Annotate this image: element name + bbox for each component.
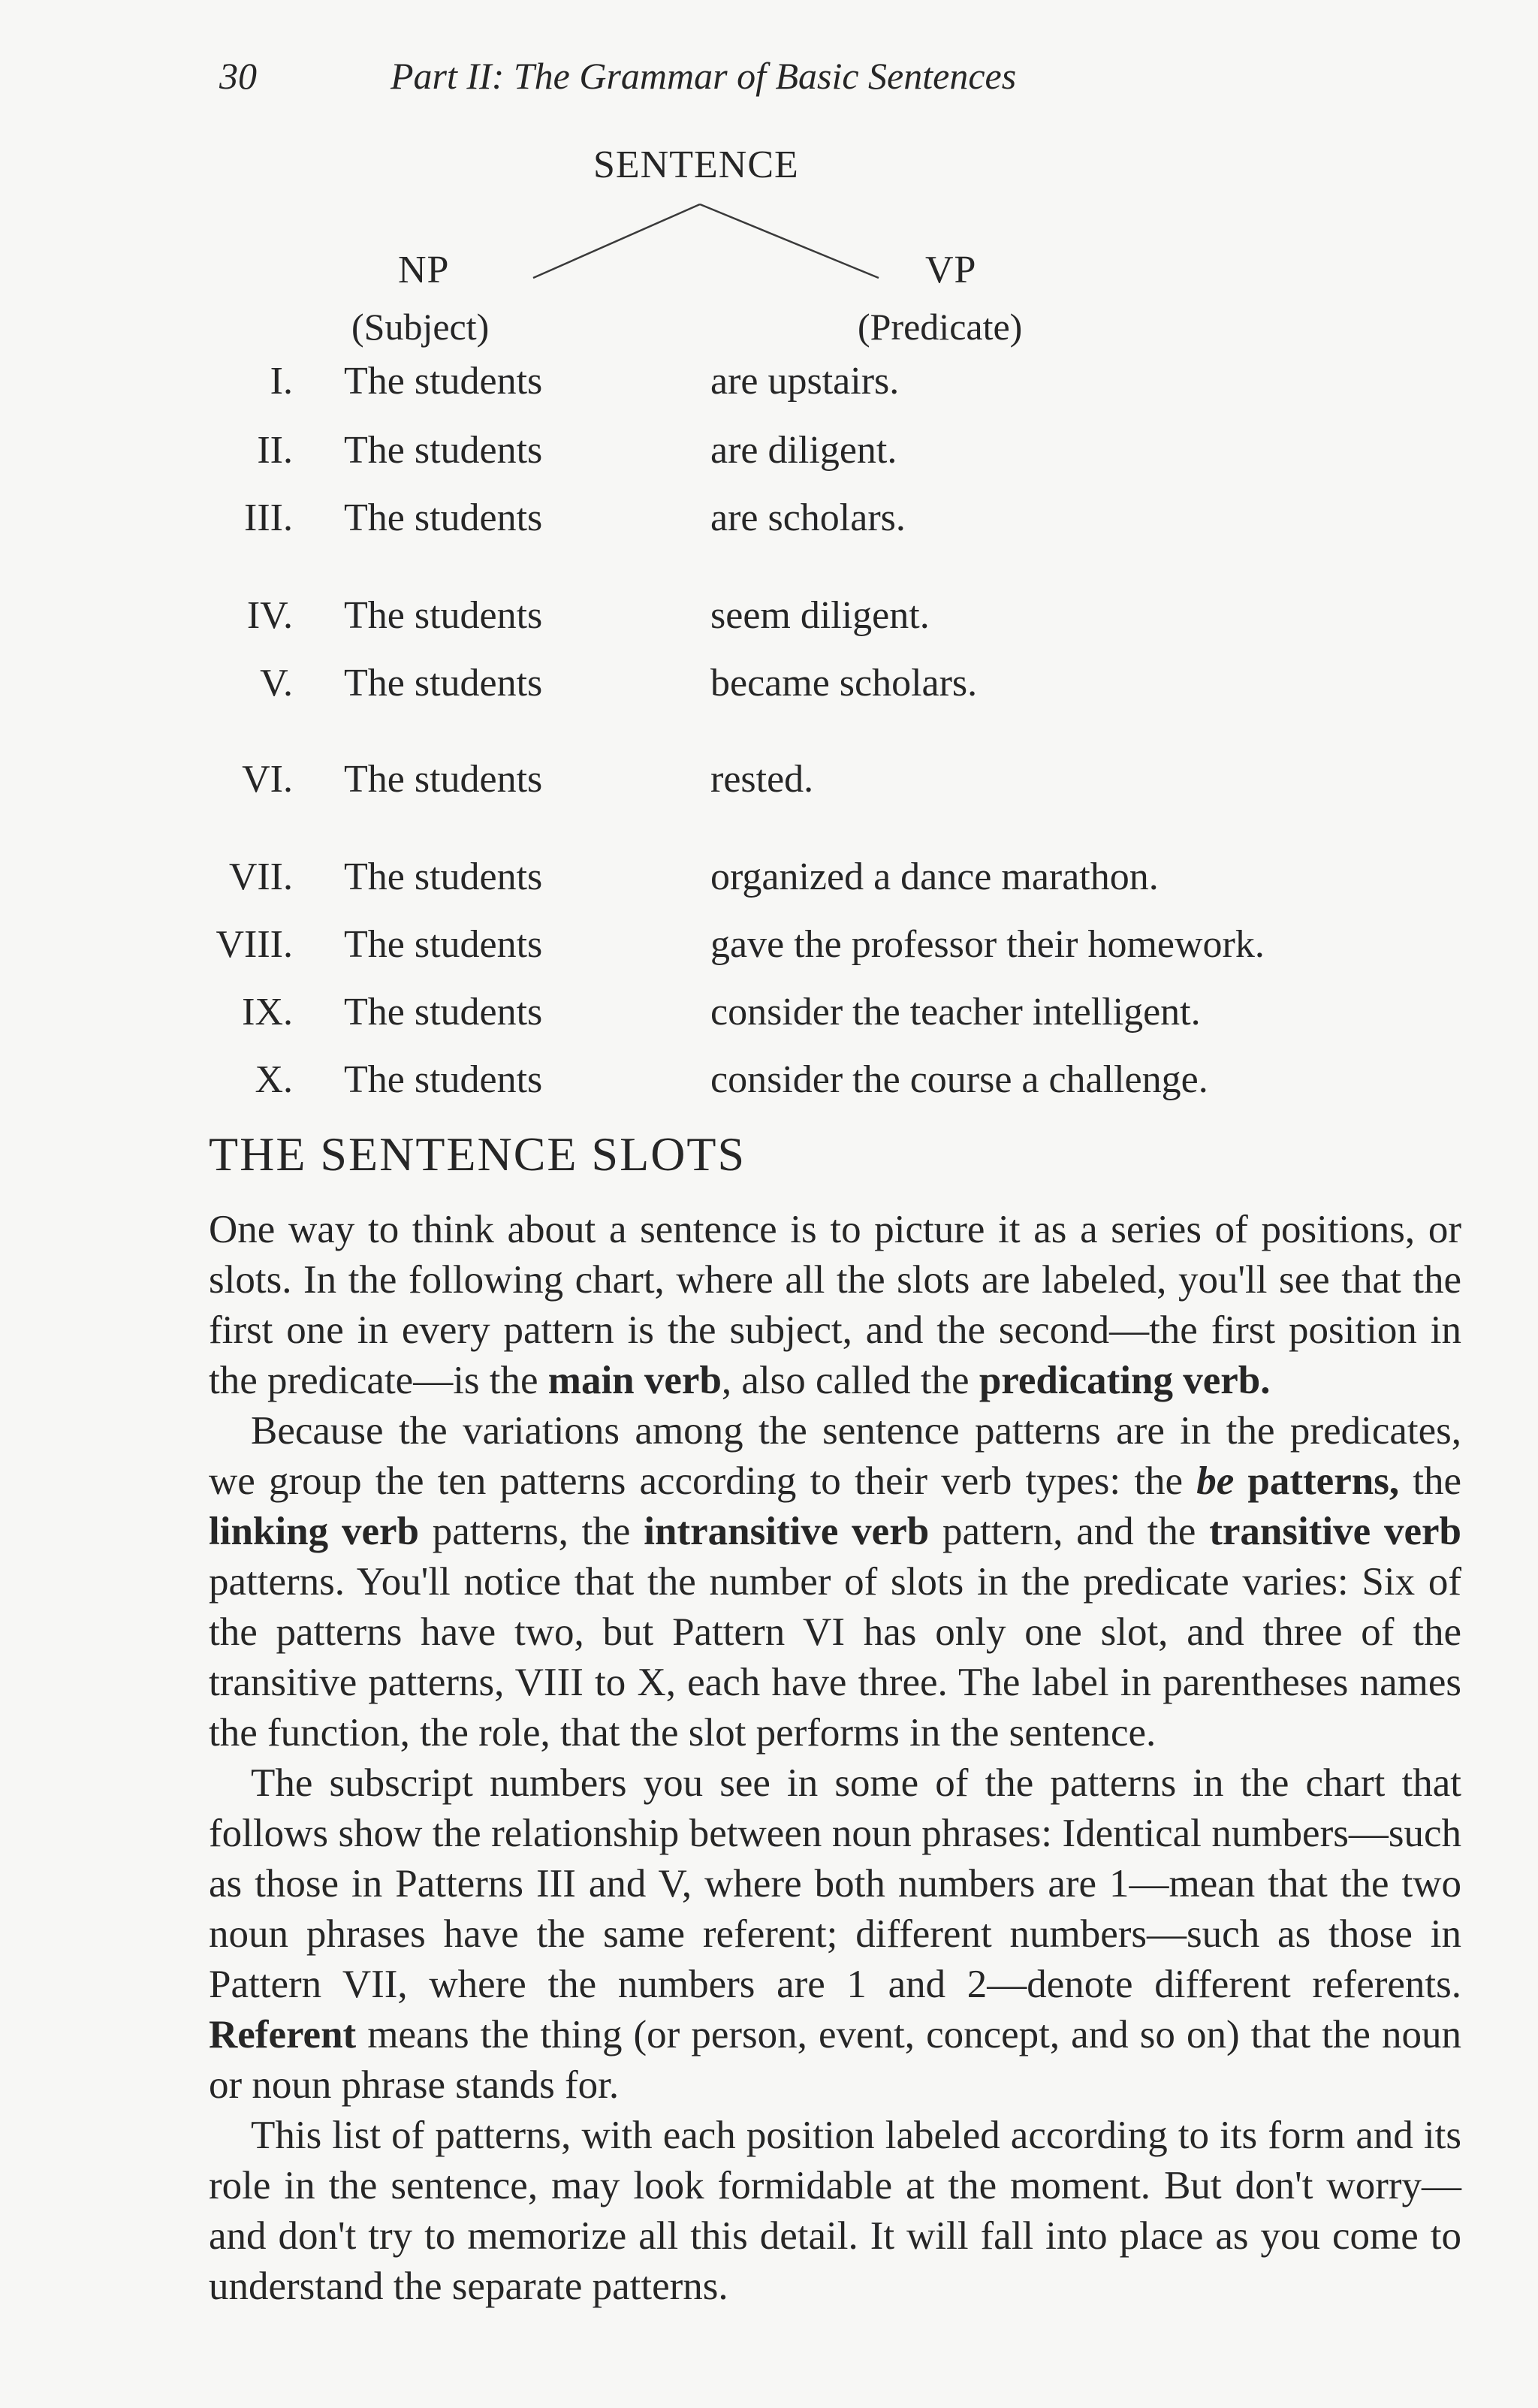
running-head [0, 45, 1538, 113]
section-heading: THE SENTENCE SLOTS [209, 1127, 746, 1181]
pattern-predicate: organized a dance marathon. [710, 855, 1159, 898]
term-transitive-verb: transitive verb [1209, 1510, 1461, 1553]
term-predicating-verb: predicating verb. [979, 1359, 1271, 1402]
pattern-predicate: are diligent. [710, 429, 897, 472]
branch-right-line [700, 204, 879, 278]
pattern-predicate: seem diligent. [710, 594, 930, 637]
pattern-predicate: are scholars. [710, 496, 906, 539]
pattern-number: II. [257, 429, 293, 472]
page-number: 30 [219, 55, 257, 97]
term-patterns: patterns, [1234, 1459, 1400, 1503]
pattern-predicate: rested. [710, 758, 814, 801]
pattern-number: X. [255, 1058, 293, 1101]
pattern-number: IX. [242, 991, 293, 1034]
term-main-verb: main verb [547, 1359, 722, 1402]
running-title: Part II: The Grammar of Basic Sentences [391, 55, 1017, 97]
paragraph-1: One way to think about a sentence is to picture it as a series of positions, or slots. In the following chart, where all the slots are labeled, you'll see that the first one in every pattern is the subject, and the second—the first position in the predicate—is the main verb, also called the predicating verb. [209, 1208, 1461, 1402]
branch-left-line [533, 204, 700, 278]
pattern-number: VII. [228, 855, 293, 898]
pattern-predicate: gave the professor their homework. [710, 923, 1265, 966]
pattern-predicate: consider the teacher intelligent. [710, 991, 1201, 1034]
paragraph-2: Because the variations among the sentence patterns are in the predicates, we group the ten patterns according to their verb types: the be patterns, the linking verb patterns, the intransitive verb pattern, and the transitive verb patterns. You'll notice that the number of slots in the predicate varies: Six of the patterns have two, but Pattern VI has only one slot, and three of the transitive patterns, VIII to X, each have three. The label in parentheses names the function, the role, that the slot performs in the sentence. [209, 1409, 1461, 1755]
pattern-number: VIII. [216, 923, 293, 966]
pattern-number: III. [244, 496, 293, 539]
pattern-subject: The students [344, 923, 543, 966]
subject-role-label: (Subject) [351, 306, 490, 348]
pattern-subject: The students [344, 1058, 543, 1101]
pattern-number: I. [270, 360, 293, 403]
pattern-subject: The students [344, 991, 543, 1034]
pattern-subject: The students [344, 662, 543, 705]
vp-node-label: VP [925, 249, 977, 291]
term-referent: Referent [209, 2013, 357, 2056]
term-be: be [1196, 1459, 1235, 1503]
paragraph-3: The subscript numbers you see in some of the patterns in the chart that follows show the relationship between noun phrases: Identical numbers—such as those in Patterns III and V, where both numbers are 1—mean that the two noun phrases have the same referent; different numbers—such as those in Pattern VII, where the numbers are 1 and 2—denote different referents. Referent means the thing (or person, event, concept, and so on) that the noun or noun phrase stands for. [209, 1761, 1461, 2107]
pattern-subject: The students [344, 496, 543, 539]
pattern-predicate: became scholars. [710, 662, 978, 705]
tree-root-label: SENTENCE [593, 143, 799, 186]
term-linking-verb: linking verb [209, 1510, 419, 1553]
pattern-number: V. [260, 662, 293, 705]
pattern-subject: The students [344, 594, 543, 637]
np-node-label: NP [398, 249, 450, 291]
tree-branches [518, 195, 894, 285]
pattern-predicate: consider the course a challenge. [710, 1058, 1208, 1101]
pattern-subject: The students [344, 855, 543, 898]
pattern-number: VI. [242, 758, 293, 801]
pattern-subject: The students [344, 360, 543, 403]
body-text [209, 1205, 1461, 2312]
paragraph-4: This list of patterns, with each position labeled according to its form and its role in the sentence, may look formidable at the moment. But don't worry—and don't try to memorize all this detail. It will fall into place as you come to understand the separate patterns. [209, 2114, 1461, 2308]
pattern-subject: The students [344, 758, 543, 801]
term-intransitive-verb: intransitive verb [644, 1510, 930, 1553]
pattern-subject: The students [344, 429, 543, 472]
pattern-predicate: are upstairs. [710, 360, 900, 403]
predicate-role-label: (Predicate) [858, 306, 1023, 348]
pattern-number: IV. [246, 594, 293, 637]
